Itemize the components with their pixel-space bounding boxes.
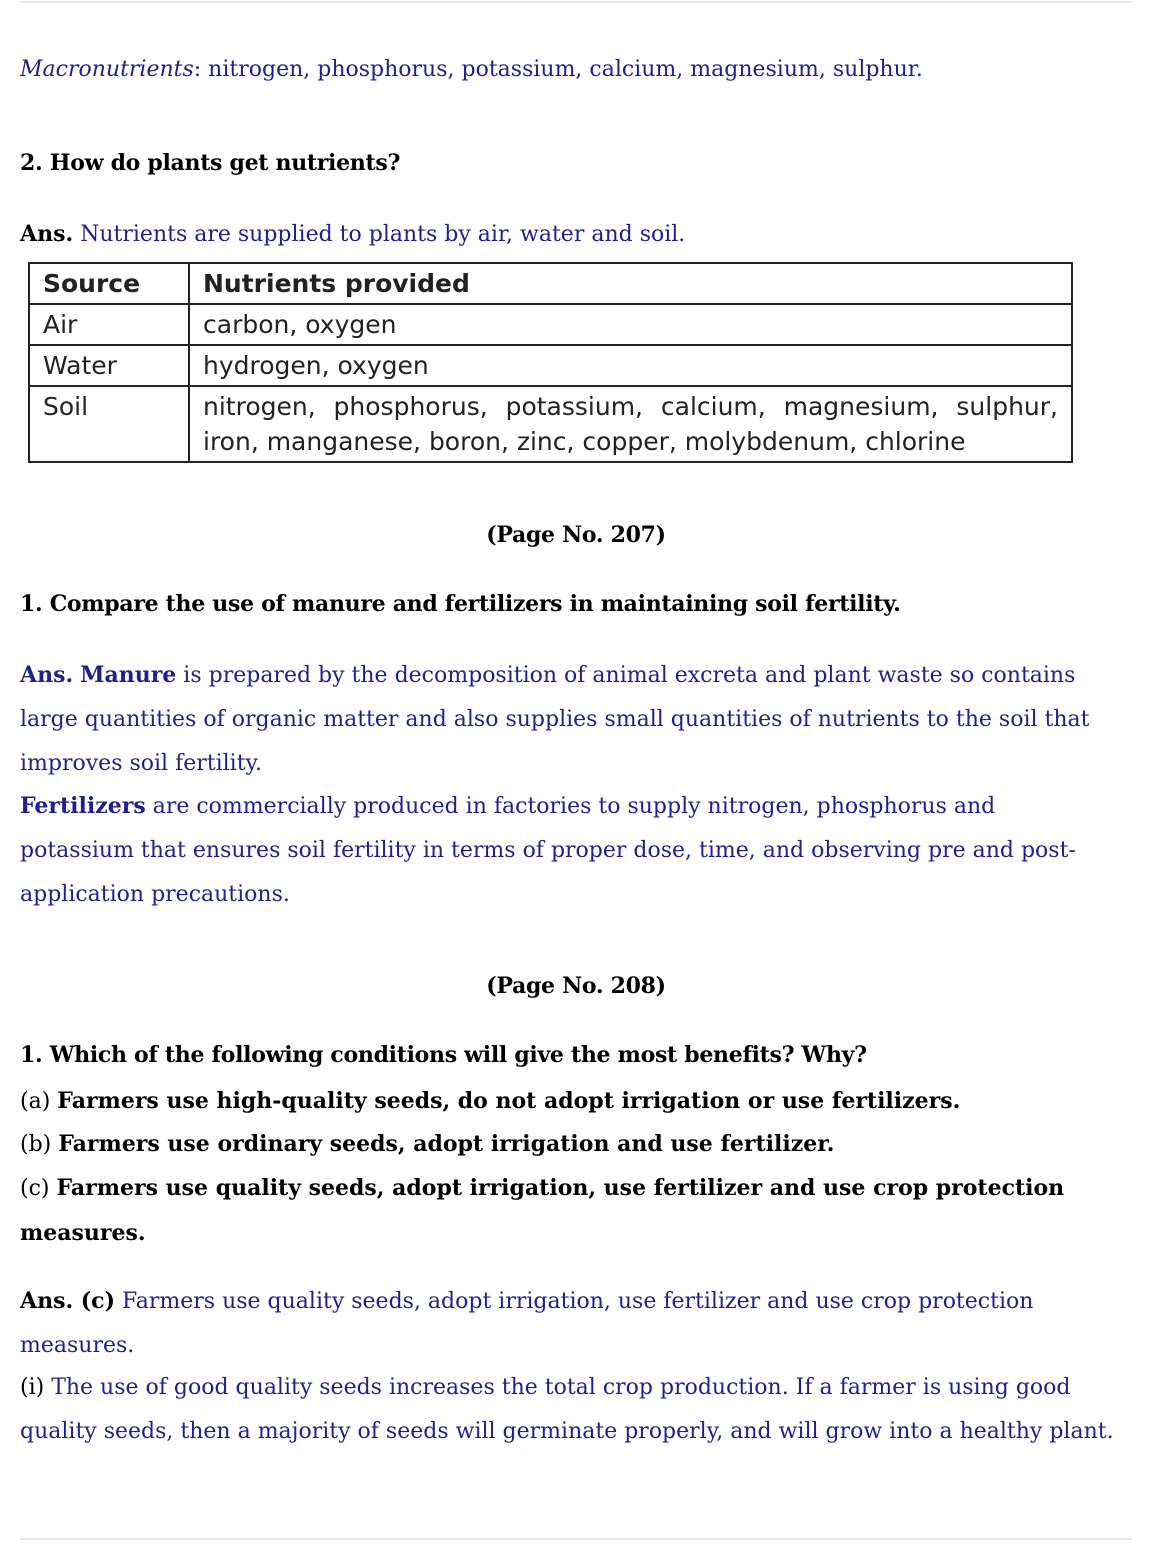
option-c-marker: (c) [20, 1176, 50, 1201]
question-2-number: 2. [20, 150, 43, 176]
option-b-text: Farmers use ordinary seeds, adopt irrigation and use fertilizer. [58, 1131, 835, 1157]
macronutrients-line [20, 48, 1132, 92]
point-i-marker: (i) [20, 1375, 45, 1400]
option-c [20, 1166, 1090, 1256]
table-row [29, 345, 1072, 386]
fertilizers-label: Fertilizers [20, 793, 146, 819]
page-heading-208: (Page No. 208) [486, 973, 666, 999]
question-2-text: How do plants get nutrients? [49, 150, 401, 176]
answer-208 [20, 1279, 1090, 1368]
top-divider [20, 1, 1132, 3]
table-cell-source: Water [29, 345, 189, 386]
answer-2 [20, 212, 1132, 257]
answer-2-label: Ans. [20, 221, 74, 247]
answer-208-label: Ans. (c) [20, 1288, 115, 1314]
table-cell-source: Air [29, 304, 189, 345]
macronutrients-label: Macronutrients [20, 57, 194, 82]
table-cell-source: Soil [29, 386, 189, 462]
point-i-text: The use of good quality seeds increases the total crop production. If a farmer is using good quality seeds, then a majority of seeds will germinate properly, and will grow into a healthy plant. [20, 1375, 1114, 1444]
question-207: 1. Compare the use of manure and fertilizers in maintaining soil fertility. [20, 591, 901, 617]
table-cell-nutrients: carbon, oxygen [189, 304, 1072, 345]
question-2 [20, 150, 1132, 176]
table-cell-nutrients: nitrogen, phosphorus, potassium, calcium, magnesium, sulphur, iron, manganese, boron, zinc, copper, molybdenum, chlorine [189, 386, 1072, 462]
bottom-divider [20, 1538, 1132, 1540]
table-header-source: Source [29, 263, 189, 304]
answer-207-manure [20, 653, 1120, 786]
option-b-marker: (b) [20, 1132, 52, 1157]
table-header-row [29, 263, 1072, 304]
answer-207-fertilizers [20, 784, 1090, 917]
answer-207-label: Ans. [20, 662, 74, 688]
macronutrients-text: : nitrogen, phosphorus, potassium, calcium, magnesium, sulphur. [193, 57, 923, 82]
question-208: 1. Which of the following conditions will give the most benefits? Why? [20, 1042, 867, 1068]
manure-text: is prepared by the decomposition of animal excreta and plant waste so contains large quantities of organic matter and also supplies small quantities of nutrients to the soil that improves soil fertility. [20, 663, 1090, 776]
option-a-text: Farmers use high-quality seeds, do not adopt irrigation or use fertilizers. [57, 1088, 961, 1114]
option-a [20, 1079, 1132, 1124]
fertilizers-text: are commercially produced in factories to supply nitrogen, phosphorus and potassium that ensures soil fertility in terms of proper dose, time, and observing pre and post-application precautions. [20, 794, 1076, 907]
table-cell-nutrients: hydrogen, oxygen [189, 345, 1072, 386]
manure-label: Manure [80, 662, 177, 688]
option-c-text: Farmers use quality seeds, adopt irrigation, use fertilizer and use crop protection measures. [20, 1175, 1065, 1246]
option-a-marker: (a) [20, 1089, 51, 1114]
table-header-nutrients: Nutrients provided [189, 263, 1072, 304]
table-row [29, 386, 1072, 462]
option-b [20, 1122, 1132, 1167]
table-row [29, 304, 1072, 345]
answer-2-text: Nutrients are supplied to plants by air, water and soil. [80, 222, 686, 247]
answer-208-text: Farmers use quality seeds, adopt irrigation, use fertilizer and use crop protection measures. [20, 1289, 1034, 1358]
answer-208-point-i [20, 1366, 1120, 1454]
page-heading-207: (Page No. 207) [486, 522, 666, 548]
nutrients-table [28, 262, 1073, 463]
